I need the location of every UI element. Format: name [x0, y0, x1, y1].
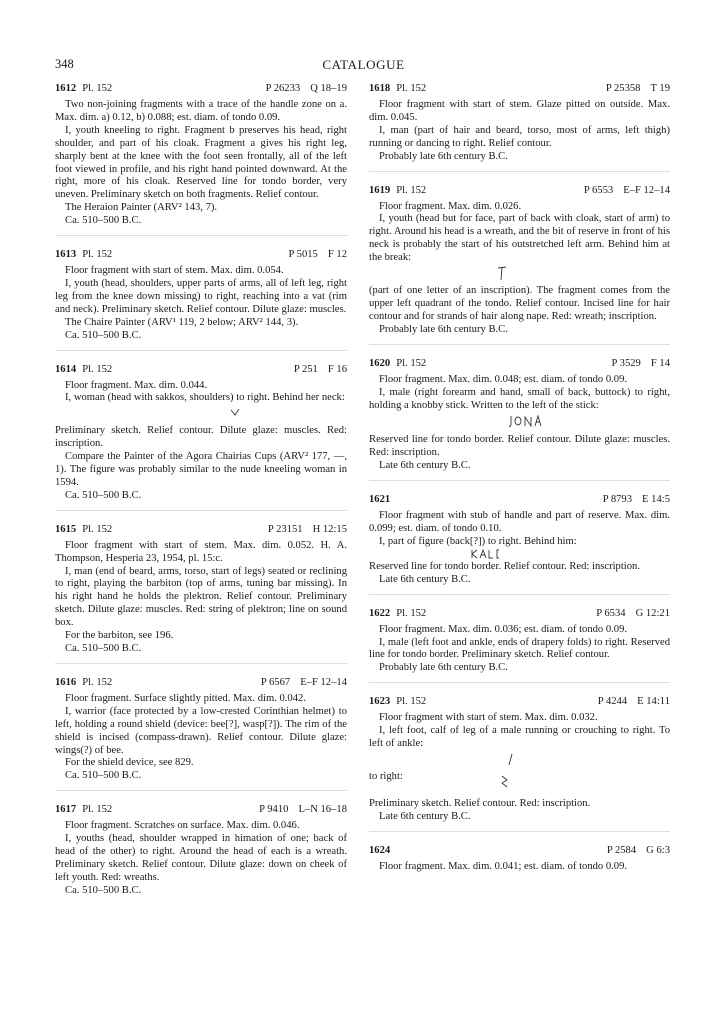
plate-reference: Pl. 152: [396, 184, 427, 196]
entry-number: 1612: [55, 83, 77, 94]
catalogue-entry-1622: [369, 608, 670, 676]
entry-subject: I, male (right forearm and hand, small of back, buttock) to right, holding a knobby stick. Written to the left of the stick:: [369, 386, 670, 411]
catalogue-entry-1613: [55, 249, 347, 342]
inventory-number: P 6553: [583, 184, 614, 196]
inscription-sketch: [55, 405, 347, 425]
entry-number: 1624: [369, 844, 391, 856]
entry-number: 1614: [55, 363, 77, 375]
entry-date: Late 6th century B.C.: [379, 810, 471, 822]
catalogue-entry-1619: [369, 185, 670, 337]
entry-technique: (part of one letter of an inscription). The fragment comes from the upper left quadrant of the tondo. Relief contour. Incised line for hair contour and for strands of hair along nape. Red: wreath; inscription.: [369, 285, 670, 322]
entry-heading: [55, 83, 347, 96]
entry-heading: [369, 358, 670, 371]
inscription-sketch: [369, 751, 670, 771]
entry-description: Floor fragment. Max. dim. 0.026.: [379, 200, 522, 212]
entry-cross-reference: For the shield device, see 829.: [65, 757, 194, 769]
catalogue-entry-1623: [369, 696, 670, 823]
catalogue-entry-1617: [55, 804, 347, 897]
entry-divider: [55, 510, 347, 524]
inscription-sketch: [369, 412, 670, 434]
entry-number: 1615: [55, 523, 77, 535]
entry-date: Ca. 510–500 B.C.: [65, 329, 142, 341]
inventory-number: P 6567: [260, 676, 291, 688]
entry-subject: I, youth kneeling to right. Fragment b preserves his head, right shoulder, and part of his cloak. Fragment a gives his right leg, sharply bent at the knee with the foot seen frontally, all of the left foot viewed in profile, and his right hand pointed downward. At the right, more of his cloak. Reserved line for tondo border, very uneven. Preliminary sketch on both fragments. Relief contour.: [55, 124, 347, 201]
entry-date: Probably late 6th century B.C.: [379, 323, 508, 335]
plate-reference: Pl. 152: [82, 83, 113, 94]
inventory-number: P 5015: [288, 249, 318, 261]
entry-date: Late 6th century B.C.: [379, 460, 471, 472]
inscription-letter-icon: [497, 774, 513, 790]
catalogue-entry-1618: [369, 83, 670, 164]
grid-location: F 12: [327, 249, 347, 261]
entry-subject: I, woman (head with sakkos, shoulders) to right. Behind her neck:: [65, 392, 345, 404]
entry-description: Floor fragment. Max. dim. 0.041; est. diam. of tondo 0.09.: [379, 860, 628, 872]
inventory-number: P 251: [293, 363, 318, 375]
entry-description: Floor fragment. Max. dim. 0.036; est. diam. of tondo 0.09.: [379, 623, 628, 635]
inventory-number: P 23151: [267, 523, 303, 535]
entry-divider: [55, 790, 347, 804]
entry-attribution: The Heraion Painter (ARV² 143, 7).: [65, 202, 218, 214]
entry-heading: [55, 524, 347, 537]
grid-location: E–F 12–14: [623, 184, 670, 196]
entry-heading: [55, 364, 347, 377]
entry-heading: [369, 83, 670, 96]
entry-date: Probably late 6th century B.C.: [379, 662, 508, 674]
inventory-number: P 9410: [259, 804, 289, 816]
entry-divider: [369, 171, 670, 185]
grid-location: E 14:11: [637, 696, 670, 708]
right-column: [369, 83, 670, 874]
inscription-sketch: [369, 549, 670, 561]
entry-subject: I, youths (head, shoulder wrapped in himation of one; back of head of the other) to right. Around the head of each is a wreath. Preliminary sketch. Relief contour. Dilute glaze: down on cheek of left youth. Red: wreaths.: [55, 833, 347, 883]
entry-technique: Preliminary sketch. Relief contour. Dilute glaze: muscles. Red: inscription.: [55, 425, 347, 450]
grid-location: T 19: [650, 83, 670, 94]
catalogue-entry-1616: [55, 677, 347, 783]
entry-heading: [369, 608, 670, 621]
plate-reference: Pl. 152: [82, 676, 113, 688]
entry-description: Floor fragment with start of stem. Max. dim. 0.054.: [65, 265, 284, 277]
entry-divider: [369, 594, 670, 608]
grid-location: L–N 16–18: [298, 804, 347, 816]
entry-divider: [55, 350, 347, 364]
entry-subject: I, male (left foot and ankle, ends of drapery folds) to right. Reserved line for tondo border. Preliminary sketch. Relief contour.: [369, 636, 670, 661]
entry-number: 1616: [55, 676, 77, 688]
inscription-letter-fragment-icon: [493, 265, 513, 283]
entry-heading: [55, 804, 347, 817]
entry-inscription-label: to right:: [369, 771, 403, 782]
entry-number: 1620: [369, 357, 391, 369]
catalogue-entry-1615: [55, 524, 347, 656]
entry-description: Floor fragment. Max. dim. 0.044.: [65, 379, 208, 391]
grid-location: G 6:3: [646, 844, 670, 856]
entry-description: Floor fragment with start of stem. Glaze pitted on outside. Max. dim. 0.045.: [369, 99, 670, 123]
plate-reference: Pl. 152: [82, 363, 113, 375]
entry-subject: I, youth (head, shoulders, upper parts of arms, all of left leg, right leg from the knee down missing) to right, reaching into a vat (rim and neck). Preliminary sketch. Relief contour. Dilute glaze: muscles.: [55, 277, 347, 315]
inventory-number: P 2584: [606, 844, 637, 856]
entry-heading: [369, 494, 670, 507]
entry-description: Floor fragment. Max. dim. 0.048; est. diam. of tondo 0.09.: [379, 373, 628, 385]
entry-cross-reference: For the barbiton, see 196.: [65, 630, 174, 642]
entry-description: Floor fragment with start of stem. Max. dim. 0.052. H. A. Thompson, Hesperia 23, 1954, pl. 15:c.: [55, 539, 347, 564]
entry-date: Ca. 510–500 B.C.: [65, 215, 142, 227]
catalogue-entry-1624: [369, 845, 670, 874]
entry-heading: [55, 677, 347, 690]
plate-reference: Pl. 152: [396, 83, 427, 94]
entry-heading: [55, 249, 347, 262]
catalogue-entry-1621: [369, 494, 670, 587]
grid-location: F 16: [327, 363, 347, 375]
left-column: [55, 83, 347, 898]
entry-description: Floor fragment with stub of handle and part of reserve. Max. dim. 0.099; est. diam. of tondo 0.10.: [369, 510, 670, 535]
grid-location: H 12:15: [312, 523, 347, 535]
inventory-number: P 4244: [597, 696, 628, 708]
entry-description: Floor fragment. Scratches on surface. Max. dim. 0.046.: [65, 820, 300, 832]
entry-number: 1617: [55, 804, 77, 816]
entry-subject: I, youth (head but for face, part of back with cloak, start of arm) to right. Around his head is a wreath, and the bit of reserve in front of his neck is probably the start of his outstretched left arm. Behind him at the break:: [369, 213, 670, 264]
catalogue-entry-1612: [55, 83, 347, 228]
entry-date: Late 6th century B.C.: [379, 573, 471, 585]
entry-subject: I, part of figure (back[?]) to right. Behind him:: [379, 535, 577, 547]
entry-number: 1621: [369, 494, 391, 506]
entry-technique: Reserved line for tondo border. Relief contour. Red: inscription.: [369, 560, 640, 572]
entry-subject: I, man (part of hair and beard, torso, most of arms, left thigh) running or dancing to right. Relief contour.: [369, 124, 670, 149]
entry-divider: [369, 682, 670, 696]
entry-heading: [369, 696, 670, 709]
entry-technique: Preliminary sketch. Relief contour. Red: inscription.: [369, 797, 591, 809]
entry-divider: [55, 235, 347, 249]
page-number: 348: [55, 57, 74, 71]
entry-date: Ca. 510–500 B.C.: [65, 884, 142, 896]
plate-reference: Pl. 152: [396, 357, 427, 369]
inscription-mark-icon: [227, 405, 247, 419]
inscription-sketch: [369, 265, 670, 285]
inventory-number: P 6534: [596, 607, 626, 619]
grid-location: E–F 12–14: [300, 676, 347, 688]
plate-reference: Pl. 152: [82, 249, 113, 261]
entry-date: Ca. 510–500 B.C.: [65, 489, 142, 501]
inventory-number: P 3529: [611, 357, 641, 369]
plate-reference: Pl. 152: [396, 607, 427, 619]
entry-divider: [55, 663, 347, 677]
entry-description: Floor fragment. Surface slightly pitted. Max. dim. 0.042.: [65, 692, 306, 704]
grid-location: E 14:5: [642, 494, 670, 506]
page-header: [55, 57, 672, 73]
entry-date: Ca. 510–500 B.C.: [65, 770, 142, 782]
inscription-sketch: [369, 784, 670, 798]
entry-number: 1613: [55, 249, 77, 261]
running-title: CATALOGUE: [322, 57, 405, 72]
entry-subject: I, left foot, calf of leg of a male running or crouching to right. To left of ankle:: [369, 725, 670, 750]
entry-date: Probably late 6th century B.C.: [379, 150, 508, 162]
entry-heading: [369, 845, 670, 858]
entry-number: 1619: [369, 184, 391, 196]
plate-reference: Pl. 152: [82, 804, 113, 816]
entry-attribution: The Chaire Painter (ARV¹ 119, 2 below; ARV² 144, 3).: [65, 316, 299, 328]
plate-reference: Pl. 152: [82, 523, 113, 535]
plate-reference: Pl. 152: [396, 696, 427, 708]
inscription-letters-icon: [507, 412, 547, 430]
entry-subject: I, man (end of beard, arms, torso, start of legs) seated or reclining to right, playing the barbiton (top of arms, tuning bar missing). In his right hand he holds the plektron. Relief contour. Preliminary sketch. Dilute glaze: muscles. Red: string of plektron; line on sound box.: [55, 565, 347, 629]
entry-number: 1622: [369, 607, 391, 619]
inventory-number: P 26233: [265, 83, 301, 94]
grid-location: Q 18–19: [310, 83, 347, 94]
inscription-stroke-icon: [503, 751, 519, 769]
inventory-number: P 8793: [602, 494, 633, 506]
entry-subject: I, warrior (face protected by a low-crested Corinthian helmet) to left, holding a round shield (device: bee[?], wasp[?]). The rim of the shield is incised (compass-drawn). Relief contour. Dilute glaze: wings(?) of bee.: [55, 705, 347, 756]
grid-location: G 12:21: [635, 607, 670, 619]
entry-date: Ca. 510–500 B.C.: [65, 643, 142, 654]
entry-technique: Reserved line for tondo border. Relief contour. Dilute glaze: muscles. Red: inscription.: [369, 434, 670, 459]
entry-number: 1618: [369, 83, 391, 94]
catalogue-entry-1620: [369, 358, 670, 473]
entry-divider: [369, 344, 670, 358]
entry-number: 1623: [369, 696, 391, 708]
catalogue-entry-1614: [55, 364, 347, 503]
inscription-letters-icon: [469, 548, 503, 560]
entry-description: Two non-joining fragments with a trace of the handle zone on a. Max. dim. a) 0.12, b) 0.088; est. diam. of tondo 0.09.: [55, 99, 347, 123]
entry-description: Floor fragment with start of stem. Max. dim. 0.032.: [379, 712, 598, 724]
entry-comparison: Compare the Painter of the Agora Chairias Cups (ARV² 177, —, 1). The figure was probably similar to the nude kneeling woman in 1594.: [55, 451, 347, 488]
entry-divider: [369, 831, 670, 845]
entry-heading: [369, 185, 670, 198]
grid-location: F 14: [650, 357, 670, 369]
inventory-number: P 25358: [605, 83, 641, 94]
entry-divider: [369, 480, 670, 494]
